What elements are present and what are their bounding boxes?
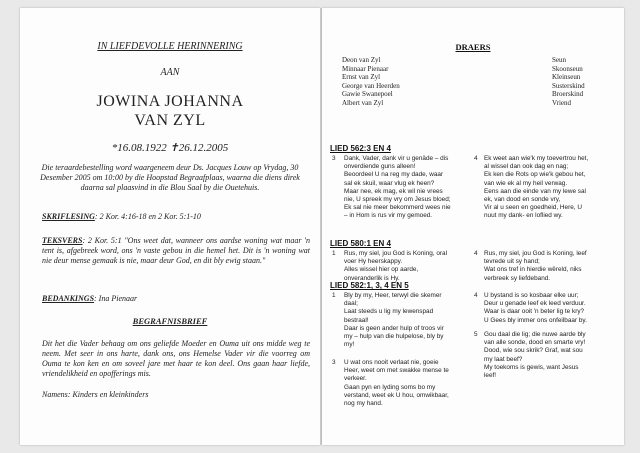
verse-number: 1 <box>332 292 336 299</box>
lied-580-verse-4 <box>484 250 616 283</box>
in-memory-heading: IN LIEFDEVOLLE HERINNERING <box>97 41 243 52</box>
verse-line: nie, U spreek my vry om Jesus bloed; <box>344 196 451 204</box>
draers-title: DRAERS <box>455 42 491 52</box>
begrafnisbrief-title: BEGRAFNISBRIEF <box>132 316 208 326</box>
lied-582-title: LIED 582:1, 3, 4 EN 5 <box>330 281 409 290</box>
begrafnisbrief-text: Dit het die Vader behaag om ons geliefde Moeder en Ouma uit ons midde weg te neem. Met seer in ons harte, dank ons, ons Hemelse Vader vir die voorreg om Ouma te kon ken en om soveel jare met haar te kon deel. Ons gaan haar liefde, vriendelikheid en opofferings mis. <box>42 339 310 378</box>
verse-line: verstand, weet ek U hou, omwikbaar, <box>344 391 449 399</box>
verse-line: Rus, my siel, jou God is Koning, leef <box>484 250 587 257</box>
verse-line: voer Hy heerskappy. <box>344 258 403 266</box>
service-intro: Die teraardebestelling word waargeneem deur Ds. Jacques Louw op Vrydag, 30 Desember 2005 om 10:00 by die Hoopstad Begraafplaas, waarna die diens direk daarna sal plaasvind in die Blou Saal by die Ouetehuis. <box>40 163 300 192</box>
verse-line: my! <box>344 341 355 349</box>
verse-line: U Gees bly immer ons onfeilbaar by. <box>484 316 587 324</box>
bearer-row <box>342 73 612 82</box>
verse-line: van alle sonde, dood en smarte vry! <box>484 339 586 347</box>
bedankings-value: : Ina Pienaar <box>94 294 138 303</box>
verse-number: 4 <box>474 292 478 299</box>
verse-line: nog my hand. <box>344 400 383 408</box>
bearer-relation: Broerskind <box>552 90 584 99</box>
verse-line: ek, van dood en sonde vry, <box>484 196 561 204</box>
verse-number: 4 <box>474 250 478 257</box>
teksvers-label: TEKSVERS <box>42 236 83 245</box>
lied-582-verse-3 <box>344 359 472 408</box>
verse-line: sal ek skuil, waar vlug ek heen? <box>344 179 435 187</box>
bearer-relation: Seun <box>552 56 566 64</box>
bedankings-label: BEDANKINGS <box>42 294 95 303</box>
left-page <box>20 8 320 445</box>
verse-line: van wie ek al my heil verwag. <box>484 179 568 187</box>
verse-line: Maar nee, ek mag, ek wil nie vrees <box>344 187 443 195</box>
skriflesing-label: SKRIFLESING <box>42 212 95 221</box>
lied-562-title: LIED 562:3 EN 4 <box>330 144 391 153</box>
verse-line: verbreek sy liefdeband. <box>484 274 551 282</box>
verse-line: My toekoms is gewis, want Jesus <box>484 363 579 371</box>
verse-line: Gou daal die lig; die nuwe aarde bly <box>484 331 586 338</box>
verse-line: daal; <box>344 300 358 308</box>
lied-562-verse-3 <box>344 155 472 221</box>
verse-line: tevrede uit sy hand; <box>484 258 540 266</box>
bearer-name: Ernst van Zyl <box>342 73 381 82</box>
verse-number: 3 <box>332 155 336 162</box>
skriflesing-row <box>42 212 312 222</box>
lied-582-verse-1 <box>344 292 472 349</box>
verse-line: Ek sal nie meer bekommerd wees nie <box>344 204 451 212</box>
verse-line: U wat ons nooit verlaat nie, goeie <box>344 359 439 366</box>
lied-580-title: LIED 580:1 EN 4 <box>330 239 391 248</box>
names-line: Namens: Kinders en kleinkinders <box>42 390 149 399</box>
bearer-name: Minnaar Pienaar <box>342 64 389 73</box>
aan-label: AAN <box>160 67 180 78</box>
verse-line: Rus, my siel, jou God is Koning, oral <box>344 250 448 257</box>
bearer-relation: Kleinseun <box>552 73 581 82</box>
teksvers-value: : 2 Kor. 5:1 "Ons weet dat, wanneer ons aardse woning wat maar 'n tent is, afgebreek word, ons 'n vaste gebou in die hemel het. Dit is 'n woning wat nie deur mense gemaak is nie, maar deur God, en dit bly ewig staan." <box>42 236 310 265</box>
life-dates: *16.08.1922 ✝26.12.2005 <box>111 142 229 154</box>
lied-582-verse-5 <box>484 331 616 380</box>
verse-line: my – hulp van die hulpelose, bly by <box>344 333 444 341</box>
lied-580-verse-1 <box>344 250 472 283</box>
bearer-name: Deon van Zyl <box>342 56 381 64</box>
verse-line: Ek ken die Rots op wie'k gebou het, <box>484 171 586 179</box>
verse-line: Alles wissel hier op aarde, <box>344 266 419 274</box>
verse-line: Eens aan die einde van my lewe sal <box>484 187 586 195</box>
verse-line: my laat beef? <box>484 355 523 363</box>
verse-line: Vir al u seen en goedheid, Here, U <box>484 204 582 212</box>
verse-number: 1 <box>332 250 336 257</box>
verse-line: Bly by my, Heer, terwyl die skemer <box>344 292 442 299</box>
verse-line: Waar is daar ooit 'n beter lig te kry? <box>484 308 585 316</box>
lied-582-verse-4 <box>484 292 616 325</box>
bearer-name: Gawie Swanepoel <box>342 90 393 99</box>
verse-line: Laat steeds u lig my lewenspad <box>344 308 434 316</box>
verse-line: Daar is geen ander hulp of troos vir <box>344 324 444 332</box>
verse-line: Wat ons tref in hierdie wêreld, niks <box>484 266 582 274</box>
verse-number: 4 <box>474 155 478 162</box>
bearer-name: Albert van Zyl <box>342 98 384 107</box>
bearer-relation: Skoonseun <box>552 64 583 73</box>
verse-number: 5 <box>474 331 478 338</box>
verse-line: – in Hom is rus vir my gemoed. <box>344 212 433 220</box>
bearer-row <box>342 65 612 74</box>
deceased-name-line2: VAN ZYL <box>134 112 206 129</box>
bearer-row <box>342 90 612 99</box>
verse-number: 3 <box>332 359 336 366</box>
bearer-name: George van Heerden <box>342 81 400 90</box>
bearer-row <box>342 56 612 65</box>
verse-line: Dank, Vader, dank vir u genäde – dis <box>344 155 449 162</box>
verse-line: verkeer. <box>344 375 367 383</box>
verse-line: Dood, wie sou skrik? Graf, wat sou <box>484 347 583 355</box>
lied-562-verse-4 <box>484 155 616 221</box>
verse-line: nuut my dank- en loflied wy. <box>484 212 563 220</box>
bearer-relation: Vriend <box>552 98 572 107</box>
bearer-relation: Susterskind <box>552 81 585 90</box>
verse-line: bestraal! <box>344 316 369 324</box>
bearer-row <box>342 82 612 91</box>
verse-line: onverdiende guns alleen! <box>344 163 416 171</box>
verse-line: onveranderlik is Hy. <box>344 274 400 282</box>
bearers-list <box>342 56 612 108</box>
deceased-name-line1: JOWINA JOHANNA <box>96 93 244 110</box>
verse-line: Deur u genade leef ek leed verduur. <box>484 300 586 308</box>
verse-line: al wissel dan ook dag en nag; <box>484 163 569 171</box>
verse-line: Ek weet aan wie'k my toevertrou het, <box>484 155 589 162</box>
teksvers-row <box>42 236 310 266</box>
verse-line: Heer, weet om met swakke mense te <box>344 367 449 375</box>
bedankings-row <box>42 294 312 304</box>
verse-line: U bystand is so kosbaar elke uur; <box>484 292 579 299</box>
verse-line: Beoordeel U na reg my dade, waar <box>344 171 444 179</box>
verse-line: Gaan pyn en lyding soms bo my <box>344 383 436 391</box>
verse-line: leef! <box>484 372 497 380</box>
skriflesing-value: : 2 Kor. 4:16-18 en 2 Kor. 5:1-10 <box>94 212 201 221</box>
bearer-row <box>342 99 612 108</box>
right-page <box>322 8 624 445</box>
